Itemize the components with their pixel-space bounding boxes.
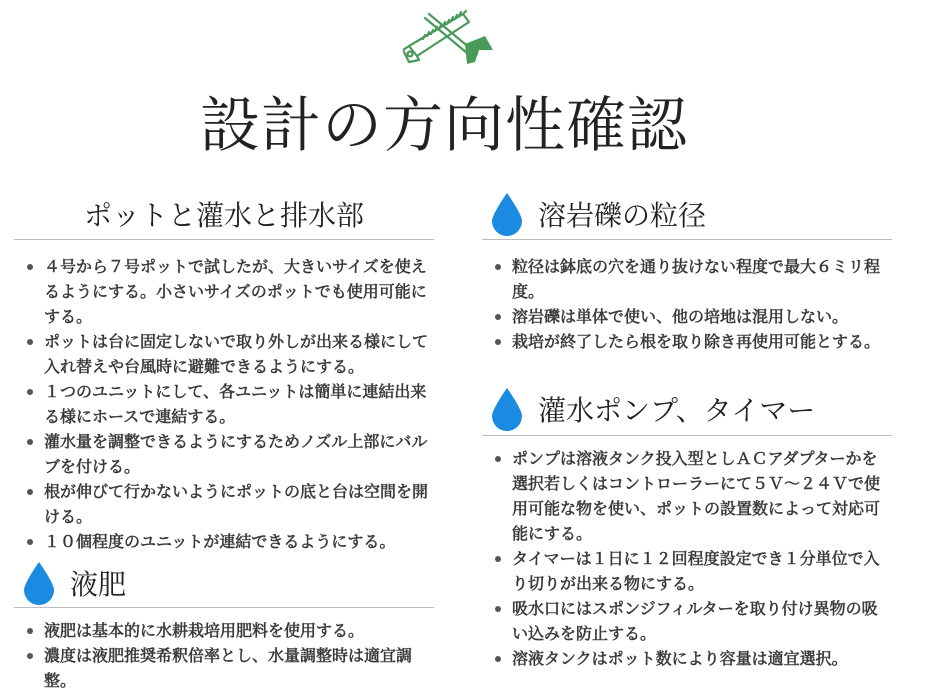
section-title: 液肥 (70, 567, 127, 601)
right-column (482, 188, 892, 671)
water-drop-icon (490, 192, 524, 236)
section-lava-gravel (482, 188, 892, 354)
list-item: タイマーは１日に１２回程度設定でき１分単位で入り切りが出来る物にする。 (482, 546, 892, 596)
list-item: 溶液タンクはポット数により容量は適宜選択。 (482, 646, 892, 671)
section-heading (14, 188, 434, 240)
bullet-list (482, 254, 892, 354)
list-item: １０個程度のユニットが連結できるようにする。 (14, 529, 434, 554)
section-title: 溶岩礫の粒径 (538, 198, 707, 232)
section-pump-timer (482, 382, 892, 671)
list-item: 粒径は鉢底の穴を通り抜けない程度で最大６ミリ程度。 (482, 254, 892, 304)
section-heading (482, 382, 892, 436)
list-item: １つのユニットにして、各ユニットは簡単に連結出来る様にホースで連結する。 (14, 379, 434, 429)
water-drop-icon (490, 387, 524, 431)
list-item: 濃度は液肥推奨希釈倍率とし、水量調整時は適宜調整。 (14, 643, 434, 693)
list-item: 液肥は基本的に水耕栽培用肥料を使用する。 (14, 618, 434, 643)
bullet-list (14, 618, 434, 693)
bullet-list (14, 254, 434, 554)
list-item: 溶岩礫は単体で使い、他の培地は混用しない。 (482, 304, 892, 329)
water-drop-icon (22, 561, 56, 605)
section-title: ポットと灌水と排水部 (83, 198, 364, 232)
bullet-list (482, 446, 892, 671)
list-item: ポットは台に固定しないで取り外しが出来る様にして入れ替えや台風時に避難できるようにする。 (14, 329, 434, 379)
saw-and-hammer-icon (403, 6, 495, 72)
list-item: ４号から７号ポットで試したが、大きいサイズを使えるようにする。小さいサイズのポットでも使用可能にする。 (14, 254, 434, 329)
section-pot-irrigation (14, 188, 434, 554)
section-liquid-fertilizer (14, 558, 434, 693)
list-item: ポンプは溶液タンク投入型としＡＣアダプターかを選択若しくはコントローラーにて５Ｖ～２４Ｖで使用可能な物を使い、ポットの設置数によって対応可能にする。 (482, 446, 892, 546)
page-title: 設計の方向性確認 (200, 91, 688, 161)
list-item: 吸水口にはスポンジフィルターを取り付け異物の吸い込みを防止する。 (482, 596, 892, 646)
section-title: 灌水ポンプ、タイマー (538, 393, 816, 427)
section-heading (14, 558, 434, 608)
list-item: 灌水量を調整できるようにするためノズル上部にバルブを付ける。 (14, 429, 434, 479)
left-column (14, 188, 434, 693)
list-item: 栽培が終了したら根を取り除き再使用可能とする。 (482, 329, 892, 354)
section-heading (482, 188, 892, 240)
list-item: 根が伸びて行かないようにポットの底と台は空間を開ける。 (14, 479, 434, 529)
